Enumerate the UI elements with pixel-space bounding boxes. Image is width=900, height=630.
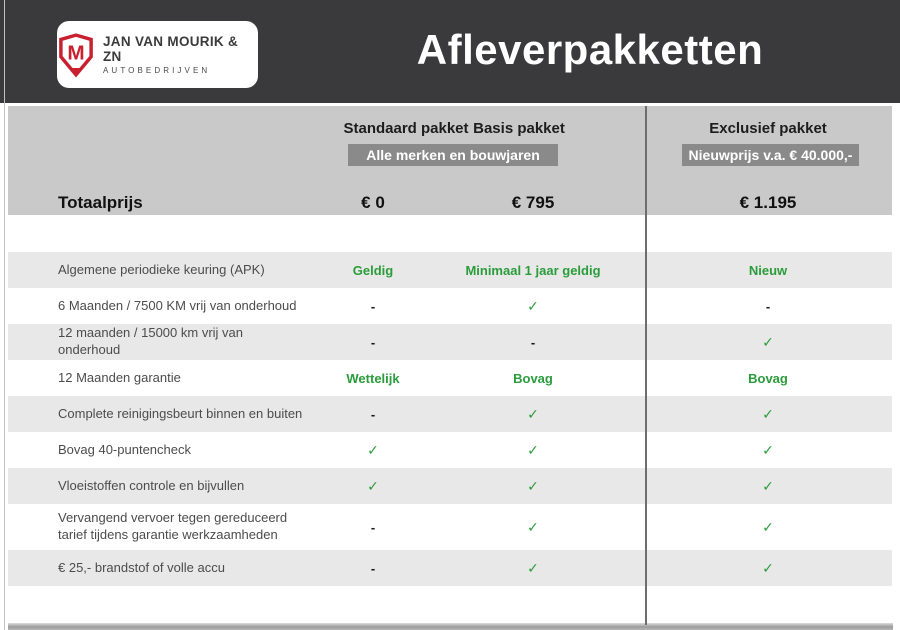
cell-exclusief: ✓ — [762, 518, 774, 535]
cell-exclusief: ✓ — [762, 441, 774, 458]
column-header-exclusief: Exclusief pakket — [709, 120, 827, 137]
column-divider — [645, 106, 647, 625]
cell-exclusief: - — [765, 298, 771, 314]
cell-standaard: - — [370, 560, 376, 576]
table-row — [8, 360, 892, 396]
cell-basis: ✓ — [527, 297, 539, 314]
row-label: 12 maanden / 15000 km vrij van onderhoud — [58, 325, 243, 357]
cell-exclusief: Bovag — [748, 370, 788, 386]
table-row — [8, 550, 892, 586]
table-row — [8, 468, 892, 504]
cell-exclusief: ✓ — [762, 559, 774, 576]
cell-basis: ✓ — [527, 405, 539, 422]
cell-basis: ✓ — [527, 477, 539, 494]
svg-text:M: M — [67, 40, 85, 64]
page-title: Afleverpakketten — [416, 26, 764, 73]
cell-basis: - — [530, 334, 536, 350]
cell-basis: ✓ — [527, 559, 539, 576]
cell-exclusief: ✓ — [762, 405, 774, 422]
row-label: Complete reinigingsbeurt binnen en buiten — [58, 405, 303, 421]
column-header-basis: Basis pakket — [473, 120, 565, 137]
page-left-border — [4, 0, 5, 630]
table-row — [8, 252, 892, 288]
table-row — [8, 324, 892, 360]
logo-subtitle: AUTOBEDRIJVEN — [103, 65, 211, 75]
footer-bar — [8, 623, 893, 630]
cell-standaard: ✓ — [367, 477, 379, 494]
row-label: Vervangend vervoer tegen gereduceerd tarief tijdens garantie werkzaamheden — [58, 510, 288, 542]
cell-exclusief: Nieuw — [748, 262, 788, 278]
table-row — [8, 396, 892, 432]
price-basis: € 795 — [511, 193, 555, 212]
header-bar — [0, 0, 900, 103]
cell-standaard: Wettelijk — [346, 370, 400, 386]
row-label: Algemene periodieke keuring (APK) — [58, 261, 265, 277]
column-header-standaard: Standaard pakket — [343, 120, 469, 137]
cell-exclusief: ✓ — [762, 477, 774, 494]
logo-text — [103, 34, 258, 75]
logo-shield-icon — [57, 32, 95, 78]
cell-standaard: Geldig — [352, 262, 394, 278]
cell-basis: Bovag — [513, 370, 553, 386]
row-label: 12 Maanden garantie — [58, 369, 181, 385]
company-logo — [57, 21, 258, 88]
badge-alle-merken: Alle merken en bouwjaren — [348, 144, 558, 166]
row-label: 6 Maanden / 7500 KM vrij van onderhoud — [58, 297, 297, 313]
cell-basis: Minimaal 1 jaar geldig — [465, 262, 601, 278]
cell-standaard: ✓ — [367, 441, 379, 458]
row-label: Vloeistoffen controle en bijvullen — [58, 477, 245, 493]
cell-basis: ✓ — [527, 518, 539, 535]
cell-exclusief: ✓ — [762, 333, 774, 350]
price-standaard: € 0 — [361, 193, 385, 212]
cell-standaard: - — [370, 334, 376, 350]
feature-table — [8, 252, 892, 586]
price-exclusief: € 1.195 — [739, 193, 797, 212]
totaalprijs-label: Totaalprijs — [58, 193, 143, 212]
table-row — [8, 432, 892, 468]
row-label: Bovag 40-puntencheck — [58, 441, 191, 457]
cell-standaard: - — [370, 406, 376, 422]
cell-standaard: - — [370, 298, 376, 314]
table-row — [8, 288, 892, 324]
logo-company-name: JAN VAN MOURIK & ZN — [103, 33, 239, 65]
row-label: € 25,- brandstof of volle accu — [58, 559, 225, 575]
cell-standaard: - — [370, 519, 376, 535]
badge-nieuwprijs: Nieuwprijs v.a. € 40.000,- — [682, 144, 859, 166]
table-row — [8, 504, 892, 550]
package-header-band — [8, 106, 892, 215]
cell-basis: ✓ — [527, 441, 539, 458]
